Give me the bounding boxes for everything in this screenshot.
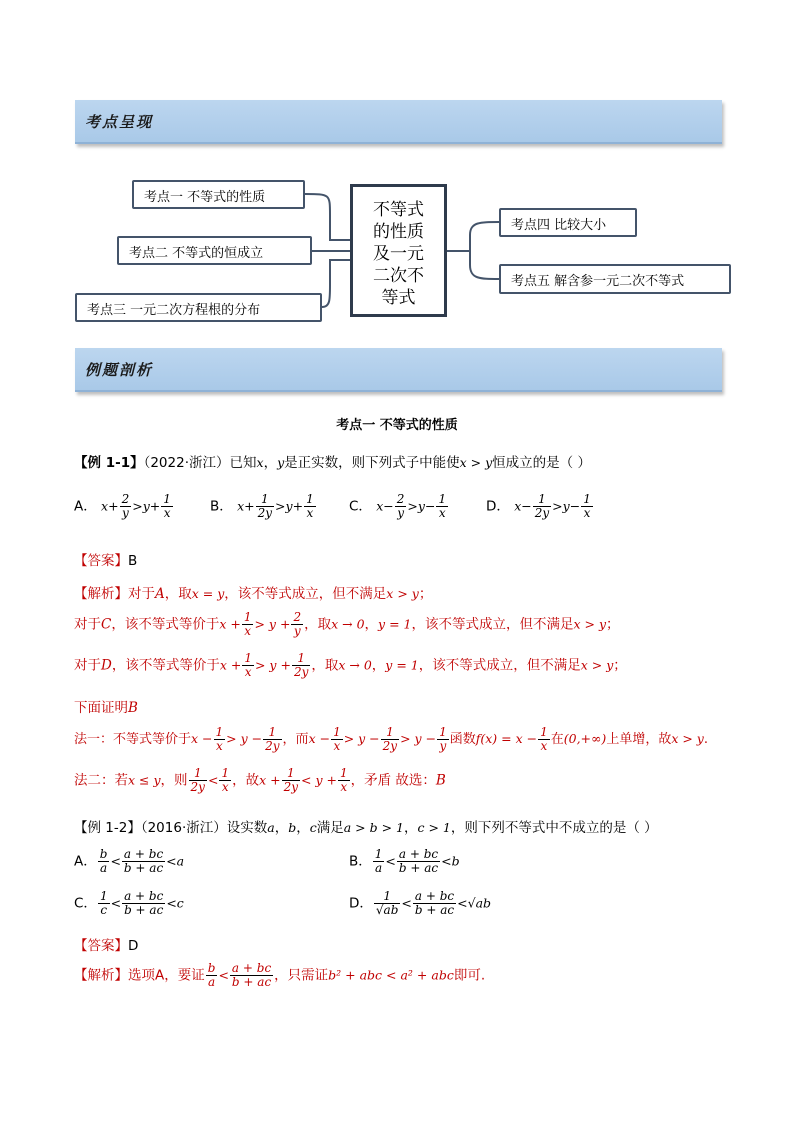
ex2-analysis [74, 962, 485, 989]
math: x [376, 498, 384, 514]
math: a > b > 1 [343, 820, 404, 835]
text: ； [613, 657, 627, 674]
ex1-option-d [486, 493, 594, 520]
fraction [214, 726, 226, 753]
examples-banner-title: 例题剖析 [85, 361, 154, 379]
den: b + ac [124, 903, 164, 917]
math: < [166, 853, 177, 869]
text: ； [418, 586, 433, 602]
num: 1 [438, 492, 447, 506]
text: ，该不等式成立，但不满足 [411, 616, 574, 633]
den: x [221, 780, 229, 794]
ex2-option-d [349, 890, 491, 917]
text: ，该不等式等价于 [111, 657, 220, 674]
option-letter: D． [486, 498, 510, 515]
den: a [208, 975, 216, 989]
text: 满足 [316, 820, 344, 836]
var: C [101, 616, 112, 633]
center-line: 二次不 [373, 266, 424, 286]
ex1-stem [74, 451, 591, 471]
num: b [207, 961, 216, 975]
mindmap-node-right-2 [499, 264, 731, 294]
math: + [292, 498, 304, 514]
den: x [244, 665, 252, 679]
math: y = 1 [385, 657, 419, 673]
text: 法二：若 [74, 772, 128, 789]
den: x [215, 739, 223, 753]
ex2-stem [74, 816, 658, 836]
text: ，该不等式成立，但不满足 [418, 657, 581, 674]
math: a [176, 853, 185, 869]
den: y [439, 739, 447, 753]
math: x > y [573, 616, 607, 632]
text: ，而 [282, 732, 309, 747]
center-line: 等式 [381, 288, 416, 308]
text: ，则下列不等式中不成立的是（ ） [450, 820, 658, 836]
math: > [275, 498, 286, 514]
ex1-cond: x > y [459, 455, 493, 470]
section-title: 考点一 不等式的性质 [336, 418, 458, 433]
num: a + bc [124, 889, 164, 903]
mindmap-node-label: 考点二 不等式的恒成立 [129, 246, 264, 261]
num: 1 [256, 493, 274, 507]
answer-label: 【答案】 [74, 553, 128, 569]
num: a + bc [414, 889, 455, 903]
math: x ≤ y [128, 772, 161, 788]
num: 1 [374, 847, 383, 861]
fraction [161, 493, 173, 520]
den: b + ac [414, 903, 455, 917]
var: b [288, 820, 297, 835]
fraction [397, 848, 440, 875]
ex1-text: 是正实数，则下列式子中能使 [284, 455, 460, 471]
answer-value: D [128, 938, 139, 954]
den: y [293, 624, 301, 638]
fraction [242, 652, 254, 679]
option-letter: C． [74, 895, 97, 912]
math: c > 1 [417, 820, 451, 835]
center-line: 不等式 [373, 200, 424, 220]
mindmap-node-right-1 [499, 208, 637, 237]
fraction [538, 726, 550, 753]
den: y [122, 506, 129, 520]
ex1-label: 【例 1-1】 [74, 455, 144, 471]
fraction [291, 611, 303, 638]
num: 2 [121, 492, 130, 506]
text: ，取 [304, 616, 332, 633]
fraction [395, 493, 407, 520]
math: b [451, 853, 460, 869]
fraction [219, 767, 231, 794]
num: 1 [282, 767, 300, 781]
num: 1 [333, 725, 341, 739]
num: 1 [439, 725, 447, 739]
fraction [304, 493, 316, 520]
ex1-answer [74, 549, 137, 569]
ex1-analysis-4 [74, 696, 138, 716]
den: x [306, 506, 314, 520]
fraction [338, 767, 350, 794]
text: ， [274, 820, 289, 836]
den: x [583, 506, 591, 520]
den: a [375, 861, 383, 875]
fraction [381, 726, 399, 753]
math: − [521, 498, 532, 514]
math: + [244, 498, 255, 514]
var: A [155, 586, 165, 602]
fraction [189, 767, 207, 794]
ex1-var: y [277, 455, 285, 470]
ex1-text: ， [263, 455, 278, 471]
var: c [309, 820, 317, 835]
text: ，该不等式等价于 [111, 616, 220, 633]
text: 下面证明 [74, 700, 128, 716]
math: x + [219, 616, 241, 632]
num: 2 [396, 492, 405, 506]
option-letter: B． [210, 498, 233, 515]
math: y [285, 498, 293, 514]
answer-label: 【答案】 [74, 938, 128, 954]
num: 1 [263, 726, 281, 740]
option-letter: D． [349, 895, 373, 912]
math: x → 0 [338, 657, 372, 673]
fraction [98, 848, 110, 875]
mindmap-node-label: 考点一 不等式的性质 [144, 190, 266, 205]
math: x > y [671, 731, 704, 746]
analysis-label: 【解析】 [74, 967, 128, 984]
math: x [237, 498, 245, 514]
num: 1 [583, 492, 591, 506]
den: x [333, 739, 341, 753]
text: . [703, 732, 709, 747]
mindmap-center-node [350, 184, 447, 317]
math: > y − [400, 731, 437, 746]
ex2-source: （2016·浙江） [140, 820, 227, 836]
option-letter: A． [74, 498, 97, 515]
fraction [436, 493, 448, 520]
overview-banner-title: 考点呈现 [85, 113, 154, 131]
den: x [340, 780, 348, 794]
math: x − [308, 731, 331, 746]
ex1-analysis-5 [74, 726, 708, 753]
den: 2y [283, 780, 299, 794]
text: ，取 [164, 586, 192, 602]
math: < [207, 772, 219, 788]
ex1-analysis-1 [74, 582, 432, 602]
math: > [552, 498, 563, 514]
num: 1 [533, 493, 551, 507]
math: > y − [343, 731, 380, 746]
num: 1 [221, 766, 230, 780]
math: x − [191, 731, 213, 746]
math: − [383, 498, 394, 514]
num: a + bc [398, 847, 439, 861]
num: 1 [189, 767, 207, 781]
text: ， [364, 616, 379, 633]
den: b + ac [231, 975, 272, 989]
text: ， [296, 820, 310, 836]
math: √ab [467, 895, 492, 911]
fraction [230, 962, 273, 989]
connector-left-1 [305, 194, 350, 240]
den: a [100, 861, 108, 875]
math: < [457, 895, 468, 911]
math: < [166, 895, 177, 911]
num: 1 [163, 492, 171, 506]
num: b [99, 847, 108, 861]
text: ，取 [311, 657, 339, 674]
den: x [540, 739, 548, 753]
math: f(x) = x − [475, 731, 538, 746]
math: < [385, 853, 396, 869]
option-letter: A． [74, 853, 97, 870]
mindmap-node-label: 考点五 解含参一元二次不等式 [511, 274, 685, 289]
ex2-option-a [74, 848, 184, 875]
fraction [263, 726, 281, 753]
num: 1 [339, 766, 348, 780]
examples-banner [75, 348, 722, 392]
math: + [149, 498, 161, 514]
mindmap-node-label: 考点三 一元二次方程根的分布 [87, 303, 261, 318]
option-letter: C． [349, 498, 372, 515]
math: x = y [191, 586, 225, 601]
ex2-label: 【例 1-2】 [74, 820, 141, 836]
fraction [373, 848, 385, 875]
math: y [142, 498, 150, 514]
den: y [397, 506, 404, 520]
fraction [331, 726, 343, 753]
math: < [110, 853, 121, 869]
fraction [374, 890, 400, 917]
option-letter: B． [349, 853, 372, 870]
math: > y − [226, 731, 263, 746]
den: 2y [265, 739, 280, 753]
fraction [581, 493, 593, 520]
math: y [562, 498, 570, 514]
text: ， [371, 657, 386, 674]
math: − [569, 498, 581, 514]
text: 上单增，故 [606, 732, 672, 747]
center-line: 的性质 [373, 222, 424, 242]
num: 2 [293, 610, 302, 624]
den: b + ac [398, 861, 439, 875]
text: ， [403, 820, 418, 836]
num: a + bc [231, 961, 272, 975]
connector-right-2 [447, 251, 499, 279]
den: x [163, 506, 171, 520]
math: < [110, 895, 122, 911]
math: + [108, 498, 119, 514]
mindmap-node-label: 考点四 比较大小 [511, 218, 607, 233]
text: 对于 [74, 657, 101, 674]
num: 1 [292, 652, 310, 666]
math: y = 1 [378, 616, 412, 632]
ex2-option-c [74, 890, 184, 917]
text: ，只需证 [274, 967, 329, 984]
den: 2y [293, 665, 309, 679]
text: 对于 [74, 616, 101, 633]
fraction [282, 767, 300, 794]
num: 1 [306, 492, 314, 506]
text: 设实数 [226, 820, 268, 836]
math: < y + [301, 772, 337, 788]
var: a [267, 820, 275, 835]
math: x > y [580, 657, 614, 673]
math: x > y [386, 586, 419, 601]
math: > y + [254, 657, 291, 673]
math: < [441, 853, 452, 869]
ex1-option-b [210, 493, 317, 520]
fraction [413, 890, 456, 917]
num: 1 [215, 725, 224, 739]
center-line: 及一元 [373, 244, 424, 264]
text: 在 [550, 732, 564, 747]
den: 2y [534, 506, 550, 520]
connector-right-1 [447, 222, 499, 251]
ex2-option-b [349, 848, 460, 875]
num: 1 [244, 651, 252, 665]
ex1-text: 恒成立的是（ ） [492, 455, 591, 471]
ex1-option-c [349, 493, 449, 520]
num: 1 [243, 610, 252, 624]
text: 法一：不等式等价于 [74, 732, 192, 747]
connector-left-3 [322, 260, 350, 307]
den: x [244, 624, 252, 638]
num: 1 [381, 726, 399, 740]
fraction [437, 726, 449, 753]
text: ，矛盾 故选： [350, 772, 436, 789]
text: 函数 [449, 732, 476, 747]
mindmap-node-left-3 [75, 293, 322, 322]
math: c [176, 895, 184, 911]
den: 2y [190, 780, 205, 794]
var: D [101, 657, 112, 674]
ex1-analysis-3 [74, 652, 627, 679]
ex1-analysis-6 [74, 767, 446, 794]
den: √ab [375, 903, 399, 917]
num: 1 [99, 889, 108, 903]
ex1-source: （2022·浙江） [143, 455, 230, 471]
text: 即可. [453, 967, 486, 984]
den: x [438, 506, 446, 520]
math: b² + abc < a² + abc [328, 967, 454, 983]
math: > [132, 498, 143, 514]
den: 2y [382, 739, 398, 753]
num: a + bc [123, 847, 164, 861]
math: x → 0 [331, 616, 365, 632]
mindmap-node-left-2 [117, 236, 312, 265]
mindmap-node-left-1 [132, 180, 305, 209]
text: ，该不等式成立，但不满足 [224, 586, 387, 602]
math: y [417, 498, 425, 514]
math: x [514, 498, 522, 514]
fraction [256, 493, 274, 520]
text: ，则 [160, 772, 188, 789]
ex1-option-a [74, 493, 174, 520]
var: B [128, 700, 138, 716]
fraction [242, 611, 254, 638]
analysis-label: 【解析】 [74, 586, 128, 602]
math: < [401, 895, 412, 911]
fraction [206, 962, 218, 989]
ex1-text: 已知 [229, 455, 257, 471]
math: x [101, 498, 109, 514]
fraction [122, 848, 165, 875]
den: c [100, 903, 108, 917]
den: b + ac [123, 861, 164, 875]
math: x + [259, 772, 281, 788]
math: > y + [254, 616, 291, 632]
fraction [122, 890, 165, 917]
ex1-analysis-2 [74, 611, 620, 638]
text: ，故 [232, 772, 260, 789]
fraction [533, 493, 551, 520]
text: 选项A，要证 [128, 967, 205, 984]
math: x + [219, 657, 242, 673]
math: − [424, 498, 436, 514]
math: < [218, 967, 229, 983]
ex1-var: x [256, 455, 264, 470]
ex2-answer [74, 934, 138, 954]
var: B [435, 772, 446, 789]
text: ； [606, 616, 620, 633]
fraction [98, 890, 110, 917]
math: > [407, 498, 418, 514]
text: 对于 [128, 586, 155, 602]
num: 1 [374, 890, 400, 904]
math: (0,+∞) [563, 731, 607, 746]
fraction [292, 652, 310, 679]
fraction [120, 493, 132, 520]
answer-value: B [128, 553, 138, 569]
num: 1 [540, 725, 548, 739]
den: 2y [257, 506, 273, 520]
